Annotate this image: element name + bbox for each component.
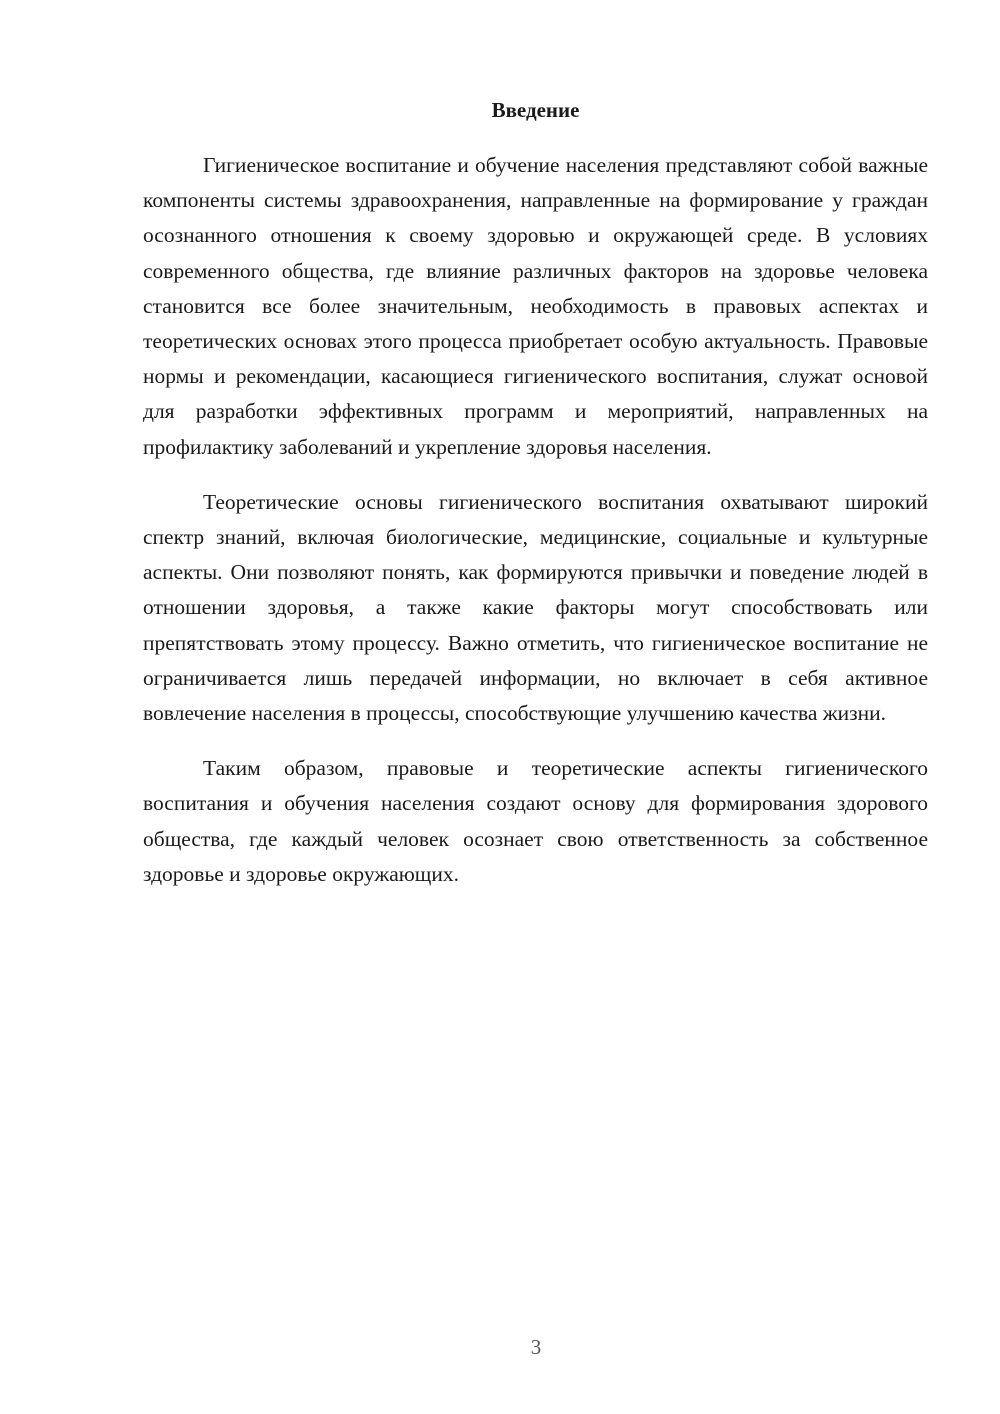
section-title: Введение [491,98,580,122]
paragraph-3: Таким образом, правовые и теоретические аспекты гигиенического воспитания и обучения населения создают основу для формирования здорового общества, где каждый человек осознает свою ответственность за собственное здоровье и здоровье окружающих. [143,756,928,886]
page-number: 3 [530,1335,542,1359]
document-body [143,96,928,912]
paragraph-1: Гигиеническое воспитание и обучение населения представляют собой важные компоненты системы здравоохранения, направленные на формирование у граждан осознанного отношения к своему здоровью и окружающей среде. В условиях современного общества, где влияние различных факторов на здоровье человека становится все более значительным, необходимость в правовых аспектах и теоретических основах этого процесса приобретает особую актуальность. Правовые нормы и рекомендации, касающиеся гигиенического воспитания, служат основой для разработки эффективных программ и мероприятий, направленных на профилактику заболеваний и укрепление здоровья населения. [143,153,928,459]
paragraph-2: Теоретические основы гигиенического воспитания охватывают широкий спектр знаний, включая биологические, медицинские, социальные и культурные аспекты. Они позволяют понять, как формируются привычки и поведение людей в отношении здоровья, а также какие факторы могут способствовать или препятствовать этому процессу. Важно отметить, что гигиеническое воспитание не ограничивается лишь передачей информации, но включает в себя активное вовлечение населения в процессы, способствующие улучшению качества жизни. [143,489,928,726]
